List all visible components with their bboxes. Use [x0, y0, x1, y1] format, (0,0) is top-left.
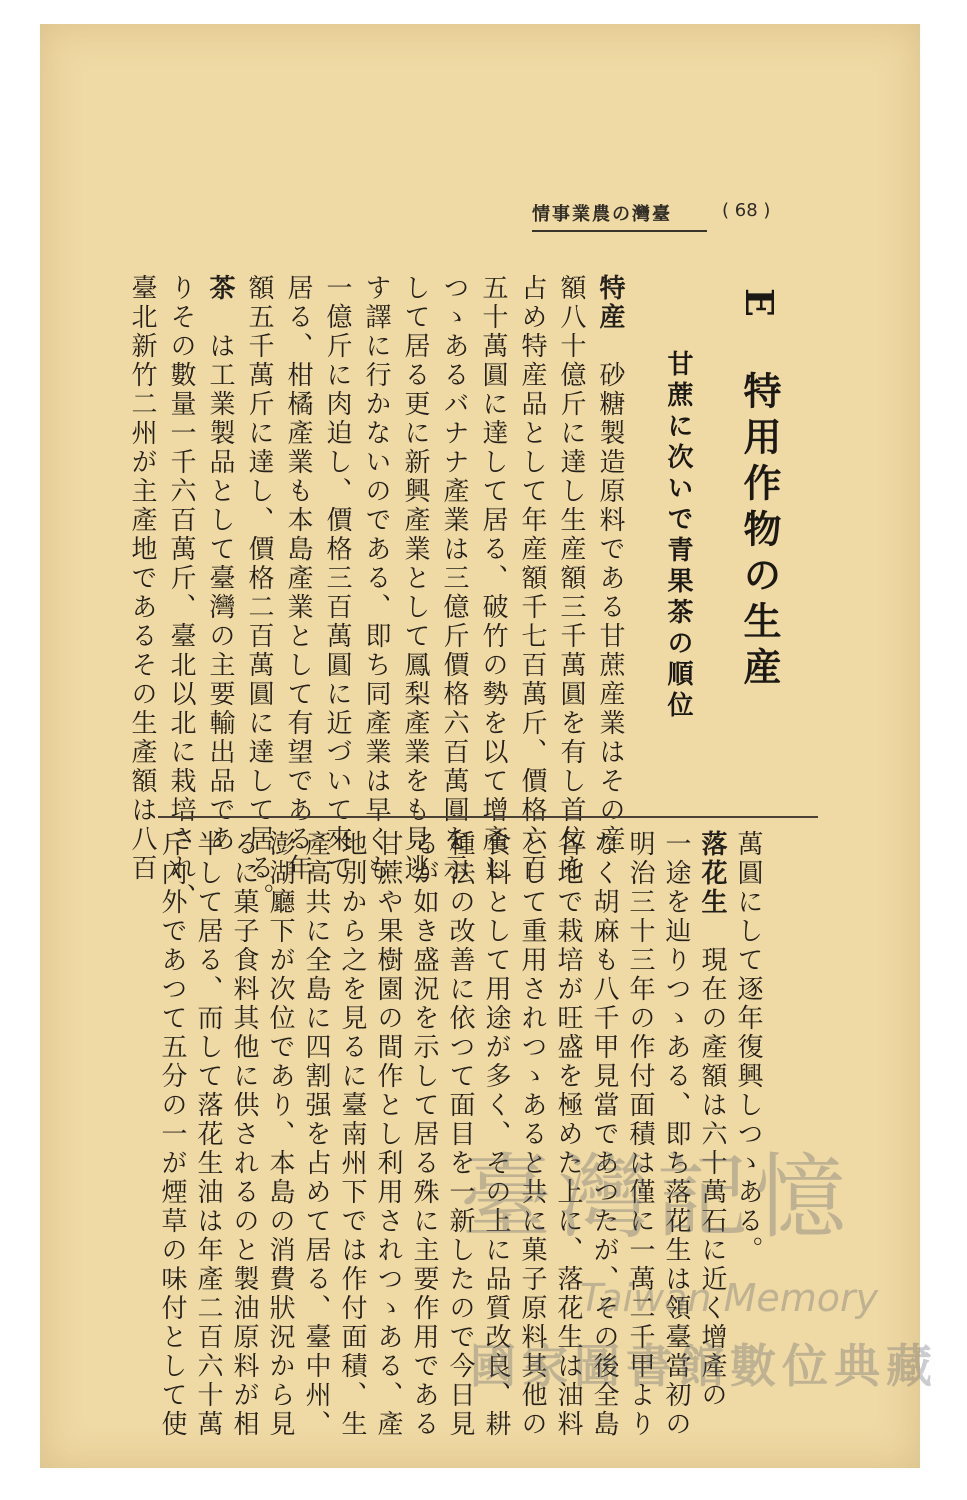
section-subheading: 甘蔗に次いで青果茶の順位 — [663, 350, 693, 722]
upper-col-8: 一億斤に肉迫し、價格三百萬圓に近づいて來て — [322, 274, 352, 883]
keyword-cha: 茶 — [205, 274, 235, 303]
lower-col-6: 各地で栽培が旺盛を極めた上に、落花生は油料 — [553, 830, 583, 1439]
upper-col-13: 臺北新竹二州が主產地であるその生產額は八百 — [127, 274, 157, 883]
upper-col-11 — [202, 274, 238, 854]
upper-col-5: つゝあるバナナ產業は三億斤價格六百萬圓を示 — [439, 274, 469, 883]
lower-col-11: 甘蔗や果樹園の間作とし利用されつゝある、產 — [373, 830, 403, 1439]
lower-col-3: 一途を辿りつゝある、即ち落花生は領臺當初の — [661, 830, 691, 1439]
watermark-title: 臺灣記憶 — [460, 1144, 853, 1251]
upper-col-10: 額五千萬斤に達し、價格二百萬圓に達して居る。 — [244, 274, 274, 912]
upper-col-12: りその數量一千六百萬斤、臺北以北に栽培され、 — [166, 274, 196, 912]
section-heading: E 特用作物の生産 — [737, 288, 782, 693]
watermark-subtitle: 國家圖書館數位典藏 — [470, 1339, 938, 1393]
lower-col-2-text: 現在の產額は六十萬石に近く增產の — [697, 946, 727, 1410]
section-divider — [158, 816, 818, 818]
upper-col-7: す譯に行かないのである、即ち同產業は早くも — [361, 274, 391, 883]
watermark-english: Taiwan Memory — [580, 1276, 879, 1320]
page-number: ( 68 ) — [722, 200, 771, 221]
lower-col-4: 明治三十三年の作付面積は僅に一萬二千甲より — [625, 830, 655, 1439]
lower-col-1: 萬圓にして逐年復興しつゝある。 — [733, 830, 763, 1265]
lower-col-7: として重用されつゝあると共に菓子原料其他の — [517, 830, 547, 1439]
lower-col-17: 斤內外であつて五分の一が煙草の味付として使 — [157, 830, 187, 1439]
upper-col-11-text: は工業製品として臺灣の主要輸出品であ — [205, 332, 235, 854]
header-title: 情事業農の灣臺 — [532, 200, 707, 232]
lower-col-15: るに菓子食料其他に供されるのと製油原料が相 — [229, 830, 259, 1439]
upper-col-3: 占め特産品として年産額千七百萬斤、價格六百 — [517, 274, 547, 883]
lower-col-10: るが如き盛況を示して居る殊に主要作用である — [409, 830, 439, 1439]
document-page — [40, 24, 938, 1468]
lower-col-12: 地別から之を見るに臺南州下では作付面積、生 — [337, 830, 367, 1439]
upper-col-1-text: 砂糖製造原料である甘蔗産業はその産 — [595, 361, 625, 854]
keyword-rakkasei: 落花生 — [697, 830, 727, 917]
lower-col-14: 澎湖廳下が次位であり、本島の消費狀況から見 — [265, 830, 295, 1439]
lower-col-9: 種法の改善に依つて面目を一新したので今日見 — [445, 830, 475, 1439]
lower-col-8: 食料として用途が多く、その上に品質改良、耕 — [481, 830, 511, 1439]
upper-col-4: 五十萬圓に達して居る、破竹の勢を以て增產し — [478, 274, 508, 883]
keyword-tokusan: 特産 — [595, 274, 625, 332]
upper-col-9: 居る、柑橘產業も本島產業として有望である年 — [283, 274, 313, 883]
running-header — [532, 200, 802, 226]
upper-col-1 — [592, 274, 628, 854]
watermark — [460, 1124, 960, 1404]
lower-col-13: 產高共に全島に四割强を占めて居る、臺中州、 — [301, 830, 331, 1439]
lower-col-16: 半して居る、而して落花生油は年產二百六十萬 — [193, 830, 223, 1439]
upper-col-6: して居る更に新興產業として鳳梨產業をも見逃 — [400, 274, 430, 883]
lower-col-5: なく胡麻も八千甲見當であつたが、その後全島 — [589, 830, 619, 1439]
upper-col-2: 額八十億斤に達し生産額三千萬圓を有し首位を — [556, 274, 586, 883]
